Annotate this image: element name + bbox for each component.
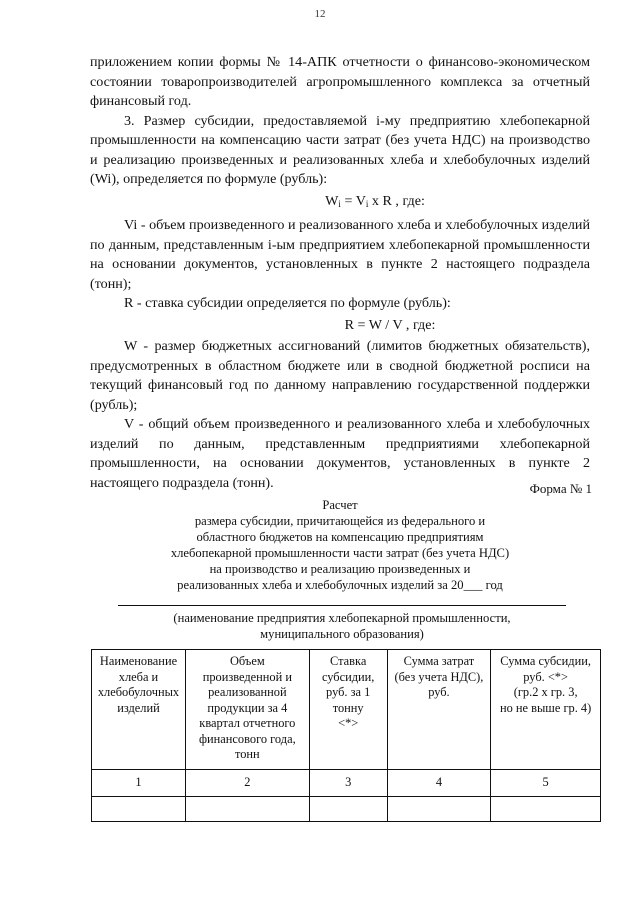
column-number: 2 [185,770,309,797]
paragraph-v-definition: V - общий объем произведенного и реализованного хлеба и хлебобулочных изделий по данным, представленным предприятиями хлебопекарной промышленности, на основании документов, установленных в пункте 2 настоящего подраздела (тонн). [90,416,590,491]
page-number: 12 [314,8,326,20]
form-title [120,497,560,593]
paragraph-w-definition: W - размер бюджетных ассигнований (лимитов бюджетных обязательств), предусмотренных в областном бюджете или в сводной бюджетной росписи на текущий финансовый год по данному направлению государственной поддержки (рубль); [90,338,590,413]
formula-wi: $W_i = V_i$ х R , где: [325,192,425,209]
column-number: 4 [387,770,491,797]
table-cell [309,797,387,822]
table-header-row [92,650,601,770]
header-cell-volume: Объем произведенной и реализованной продукции за 4 квартал отчетного финансового года, тонн [185,650,309,770]
form-title-line: на производство и реализацию произведенных и [209,562,471,576]
form-title-line: Расчет [322,498,358,512]
form-title-line: областного бюджетов на компенсацию предприятиям [196,530,484,544]
table-cell [387,797,491,822]
enterprise-name-line [118,605,566,606]
body-text [90,53,590,493]
header-cell-rate: Ставка субсидии, руб. за 1 тонну <*> [309,650,387,770]
column-number: 1 [92,770,186,797]
column-number: 3 [309,770,387,797]
header-cell-subsidy: Сумма субсидии, руб. <*> (гр.2 х гр. 3, но не выше гр. 4) [491,650,601,770]
table-cell [491,797,601,822]
formula-r: R = W / V , где: [344,316,436,333]
paragraph-2: 3. Размер субсидии, предоставляемой i-му предприятию хлебопекарной промышленности на компенсацию части затрат (без учета НДС) на производство и реализацию произведенных и реализованных хлеба и хлебобулочных изделий (Wi), определяется по формуле (рубль): [90,112,590,187]
paragraph-1: приложением копии формы № 14-АПК отчетности о финансово-экономическом состоянии товаропроизводителей агропромышленного комплекса за отчетный финансовый год. [90,54,590,109]
table-cell [92,797,186,822]
form-title-line: размера субсидии, причитающейся из федерального и [194,514,486,528]
form-number: Форма № 1 [529,481,592,496]
header-cell-costs: Сумма затрат (без учета НДС), руб. [387,650,491,770]
form-title-line: хлебопекарной промышленности части затрат (без учета НДС) [170,546,510,560]
column-number: 5 [491,770,601,797]
table-cell [185,797,309,822]
form-title-line: реализованных хлеба и хлебобулочных изделий за 20___ год [177,578,503,592]
enterprise-name-caption: (наименование предприятия хлебопекарной промышленности, муниципального образования) [173,611,511,641]
paragraph-vi-definition: Vi - объем произведенного и реализованного хлеба и хлебобулочных изделий по данным, представленным i-ым предприятием хлебопекарной промышленности на основании документов, установленных в пункте 2 настоящего подраздела (тонн); [90,217,590,292]
header-cell-product: Наименование хлеба и хлебобулочных изделий [92,650,186,770]
table-row [92,797,601,822]
subsidy-table [91,649,601,822]
table-column-numbers-row [92,770,601,797]
paragraph-r-definition: R - ставка субсидии определяется по формуле (рубль): [124,295,451,311]
